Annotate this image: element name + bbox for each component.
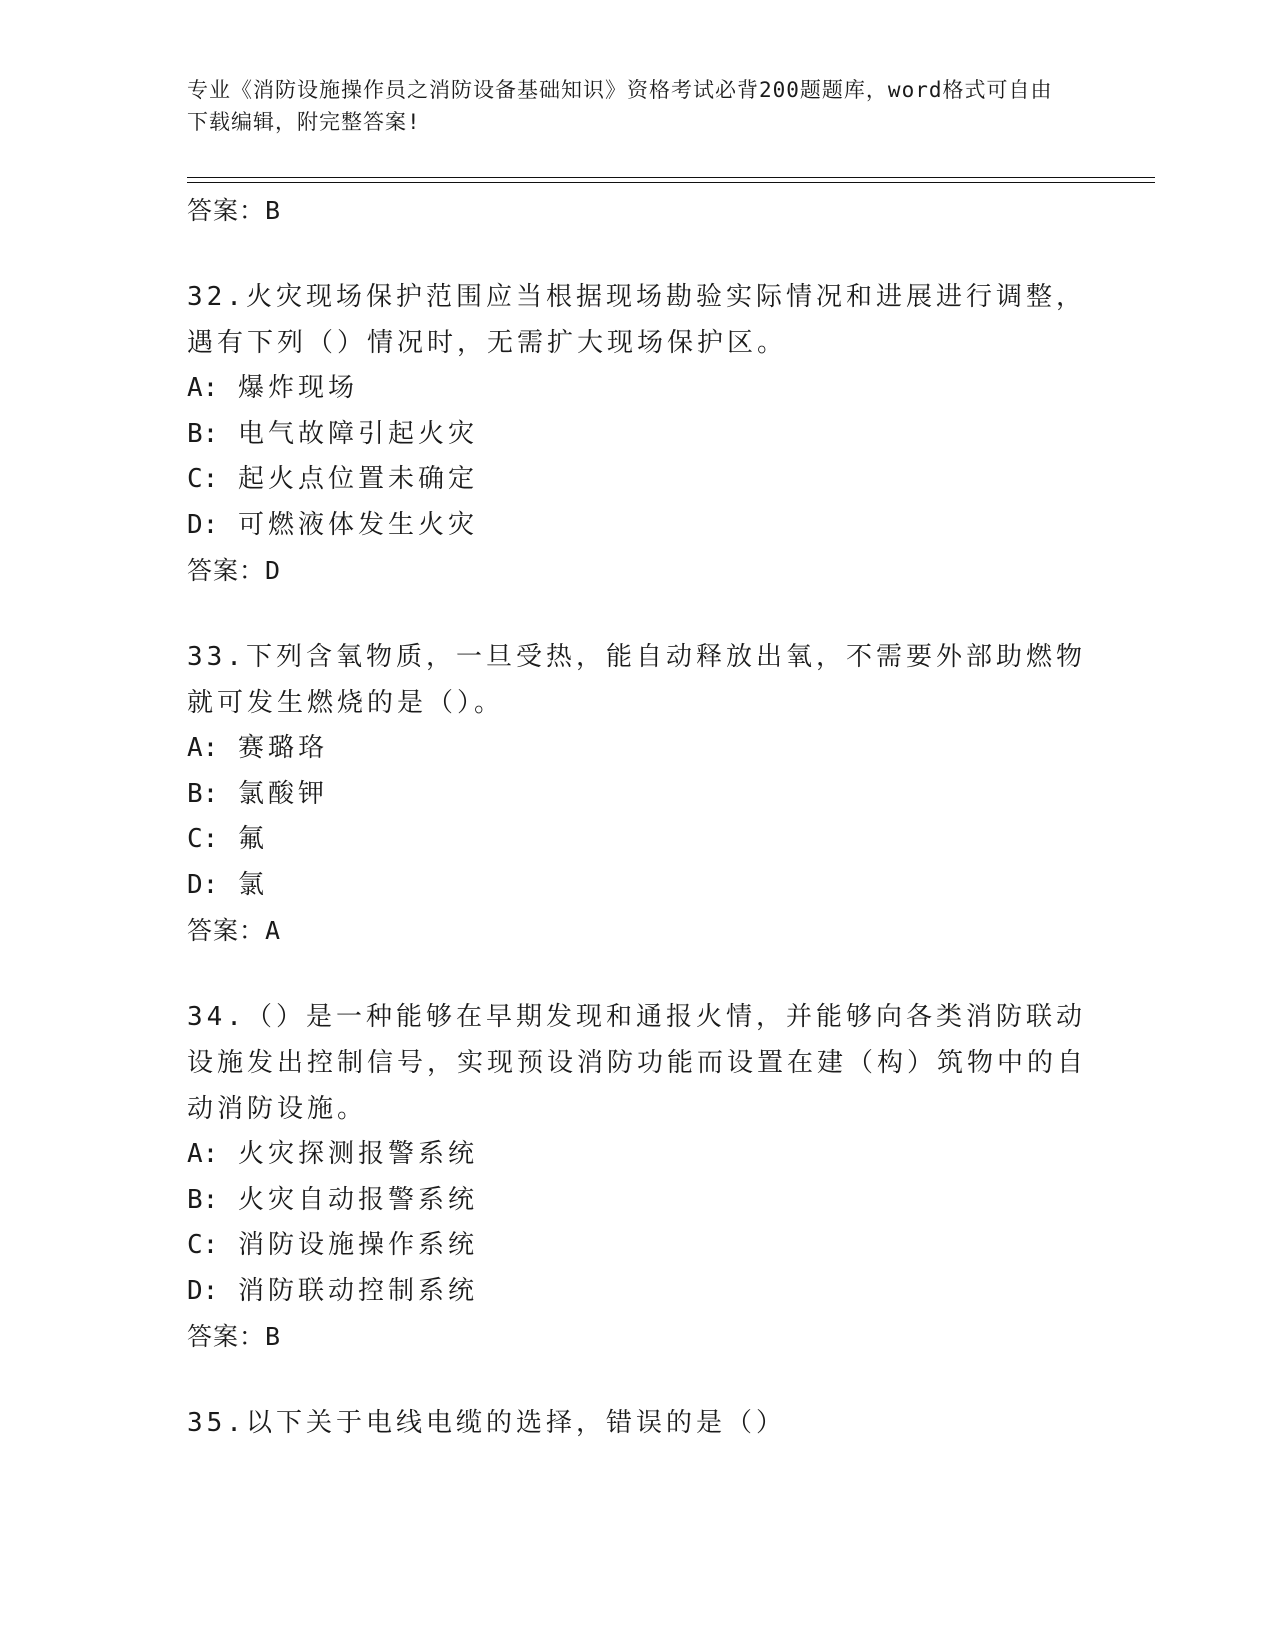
question-list <box>187 188 1087 1446</box>
option-d <box>187 863 1087 909</box>
option-b <box>187 412 1087 458</box>
option-text: 起火点位置未确定 <box>237 464 478 494</box>
question-stem: 33.下列含氧物质，一旦受热，能自动释放出氧，不需要外部助燃物就可发生燃烧的是（）。 <box>187 642 1086 718</box>
question-stem: 34.（）是一种能够在早期发现和通报火情，并能够向各类消防联动设施发出控制信号，实现预设消防功能而设置在建（构）筑物中的自动消防设施。 <box>187 1002 1088 1124</box>
option-c <box>187 457 1087 503</box>
option-b <box>187 772 1087 818</box>
option-b <box>187 1178 1087 1224</box>
option-text: 火灾自动报警系统 <box>237 1184 478 1215</box>
question-32 <box>187 274 1087 594</box>
option-letter: C: <box>187 464 219 494</box>
question-33 <box>187 634 1087 954</box>
option-d <box>187 503 1087 549</box>
question-stem: 32.火灾现场保护范围应当根据现场勘验实际情况和进展进行调整，遇有下列（）情况时，无需扩大现场保护区。 <box>187 282 1086 358</box>
option-text: 氟 <box>237 824 268 854</box>
option-letter: B: <box>187 778 219 809</box>
option-text: 消防设施操作系统 <box>237 1230 478 1260</box>
option-letter: D: <box>187 509 219 540</box>
option-text: 爆炸现场 <box>237 373 358 403</box>
header-rule-top <box>187 177 1155 178</box>
option-letter: D: <box>187 1275 219 1306</box>
header-rule-bottom <box>187 182 1155 183</box>
option-text: 火灾探测报警系统 <box>237 1139 478 1169</box>
option-letter: C: <box>187 824 219 854</box>
option-letter: A: <box>187 733 219 763</box>
option-letter: C: <box>187 1230 219 1260</box>
option-text: 赛璐珞 <box>237 733 328 763</box>
option-d <box>187 1269 1087 1315</box>
question-stem: 35.以下关于电线电缆的选择，错误的是（） <box>187 1408 786 1438</box>
option-text: 可燃液体发生火灾 <box>237 509 478 540</box>
option-letter: B: <box>187 1184 219 1215</box>
option-a <box>187 726 1087 772</box>
option-letter: B: <box>187 418 219 449</box>
option-letter: D: <box>187 869 219 900</box>
option-a <box>187 1132 1087 1178</box>
answer-label: 答案：D <box>187 556 282 585</box>
option-text: 电气故障引起火灾 <box>237 418 478 449</box>
option-c <box>187 817 1087 863</box>
answer-label: 答案：B <box>187 1322 282 1351</box>
option-letter: A: <box>187 1139 219 1169</box>
question-35 <box>187 1400 1087 1446</box>
option-text: 氯 <box>237 869 268 900</box>
question-34 <box>187 994 1087 1360</box>
option-letter: A: <box>187 373 219 403</box>
option-a <box>187 366 1087 412</box>
previous-answer: 答案：B <box>187 196 282 225</box>
option-text: 消防联动控制系统 <box>237 1275 478 1306</box>
option-text: 氯酸钾 <box>237 778 328 809</box>
option-c <box>187 1223 1087 1269</box>
answer-label: 答案：A <box>187 916 282 945</box>
document-header: 专业《消防设施操作员之消防设备基础知识》资格考试必背200题题库，word格式可自由下载编辑，附完整答案! <box>187 78 1053 134</box>
